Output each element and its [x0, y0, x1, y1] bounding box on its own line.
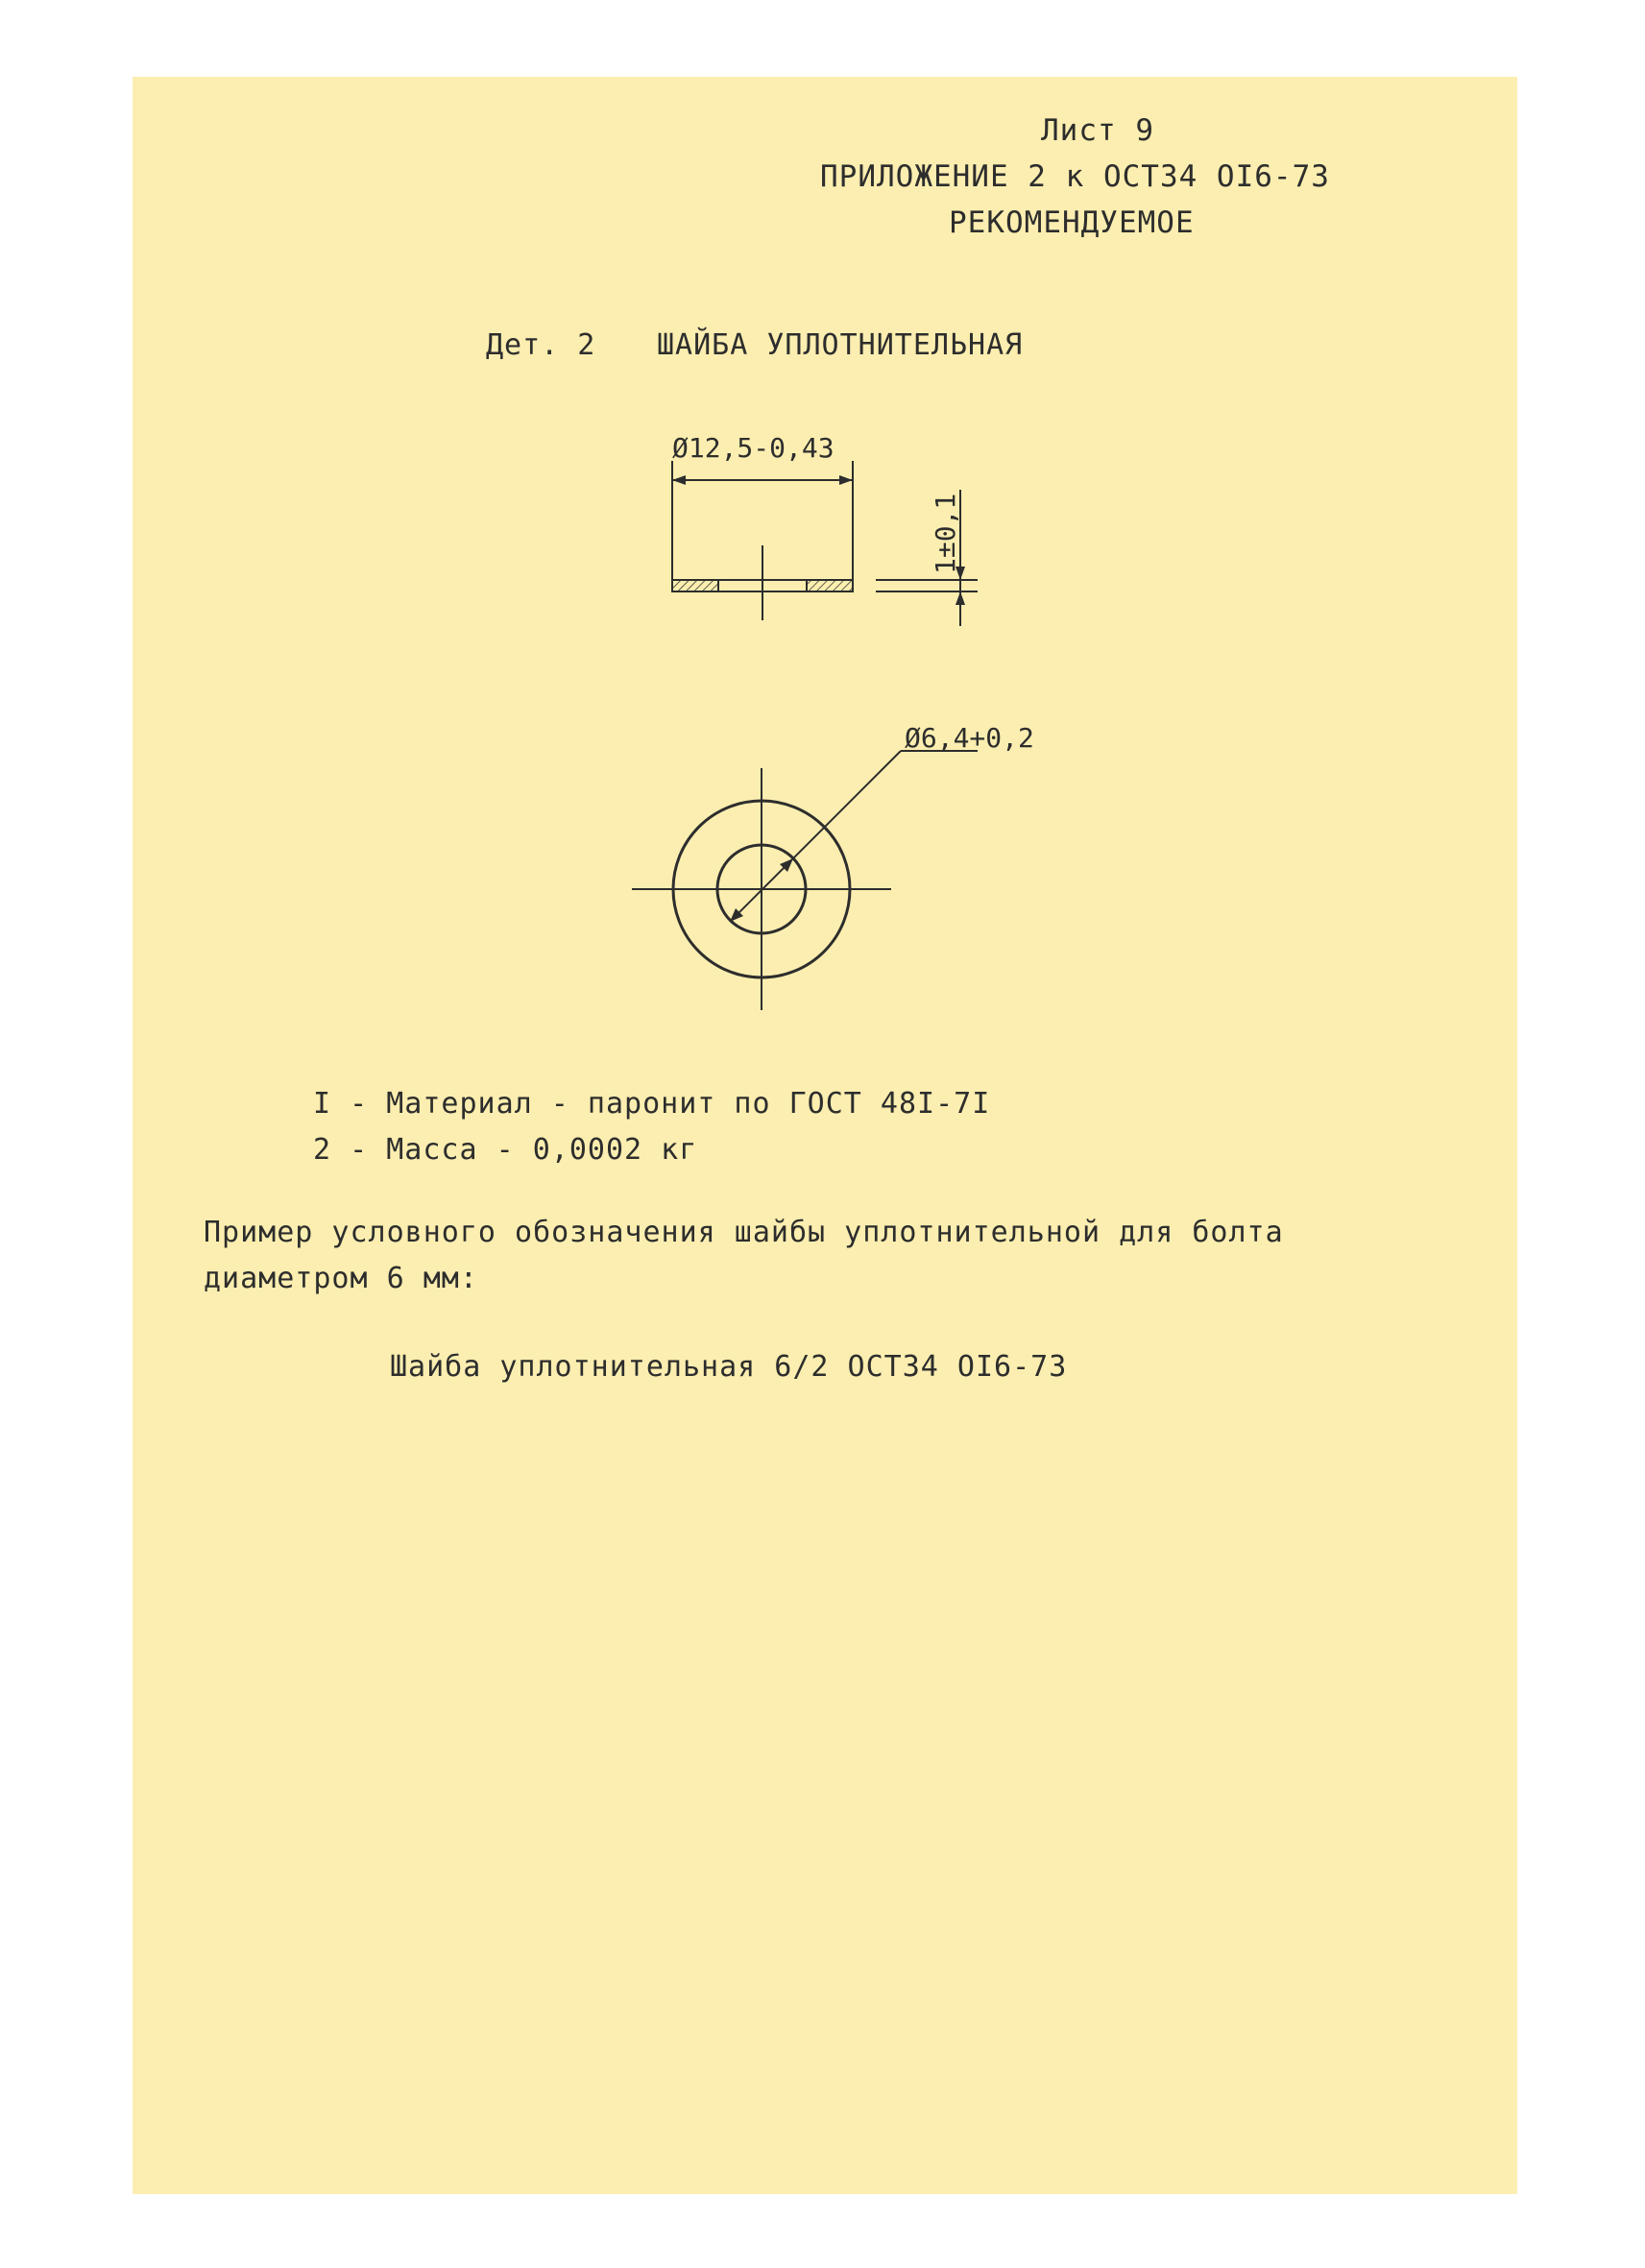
spec-separator: -: [350, 1087, 387, 1121]
document-sheet: [133, 77, 1517, 2194]
thickness-label: 1±0,1: [930, 493, 961, 574]
washer-section-left: [672, 580, 718, 591]
appendix-reference: ПРИЛОЖЕНИЕ 2 к ОСТ34 ОI6-73: [820, 159, 1330, 194]
example-intro-line2: диаметром 6 мм:: [204, 1262, 478, 1295]
washer-drawing: [133, 77, 1517, 1085]
spec-material: [313, 1087, 990, 1121]
spec-separator: -: [350, 1133, 387, 1167]
inner-diameter-label: Ø6,4+0,2: [905, 722, 1034, 754]
spec-mass: [313, 1133, 697, 1167]
spec-text: Материал - паронит по ГОСТ 48I-7I: [386, 1087, 991, 1121]
part-name: ШАЙБА УПЛОТНИТЕЛЬНАЯ: [657, 328, 1024, 362]
inner-diameter-leader: [730, 751, 901, 922]
spec-number: I: [313, 1087, 332, 1121]
outer-diameter-label: Ø12,5-0,43: [672, 432, 835, 464]
washer-section-right: [807, 580, 853, 591]
example-intro-line1: Пример условного обозначения шайбы уплотнительной для болта: [204, 1216, 1284, 1249]
recommendation-status: РЕКОМЕНДУЕМОЕ: [949, 205, 1195, 240]
sheet-number: Лист 9: [1041, 113, 1154, 148]
thickness-dimension: [876, 490, 978, 626]
spec-text: Масса - 0,0002 кг: [386, 1133, 698, 1167]
part-number: Дет. 2: [486, 328, 596, 362]
washer-plan-view: [632, 722, 1034, 1010]
washer-side-view: [672, 545, 853, 620]
example-designation: Шайба уплотнительная 6/2 ОСТ34 ОI6-73: [390, 1350, 1068, 1384]
spec-number: 2: [313, 1133, 332, 1167]
